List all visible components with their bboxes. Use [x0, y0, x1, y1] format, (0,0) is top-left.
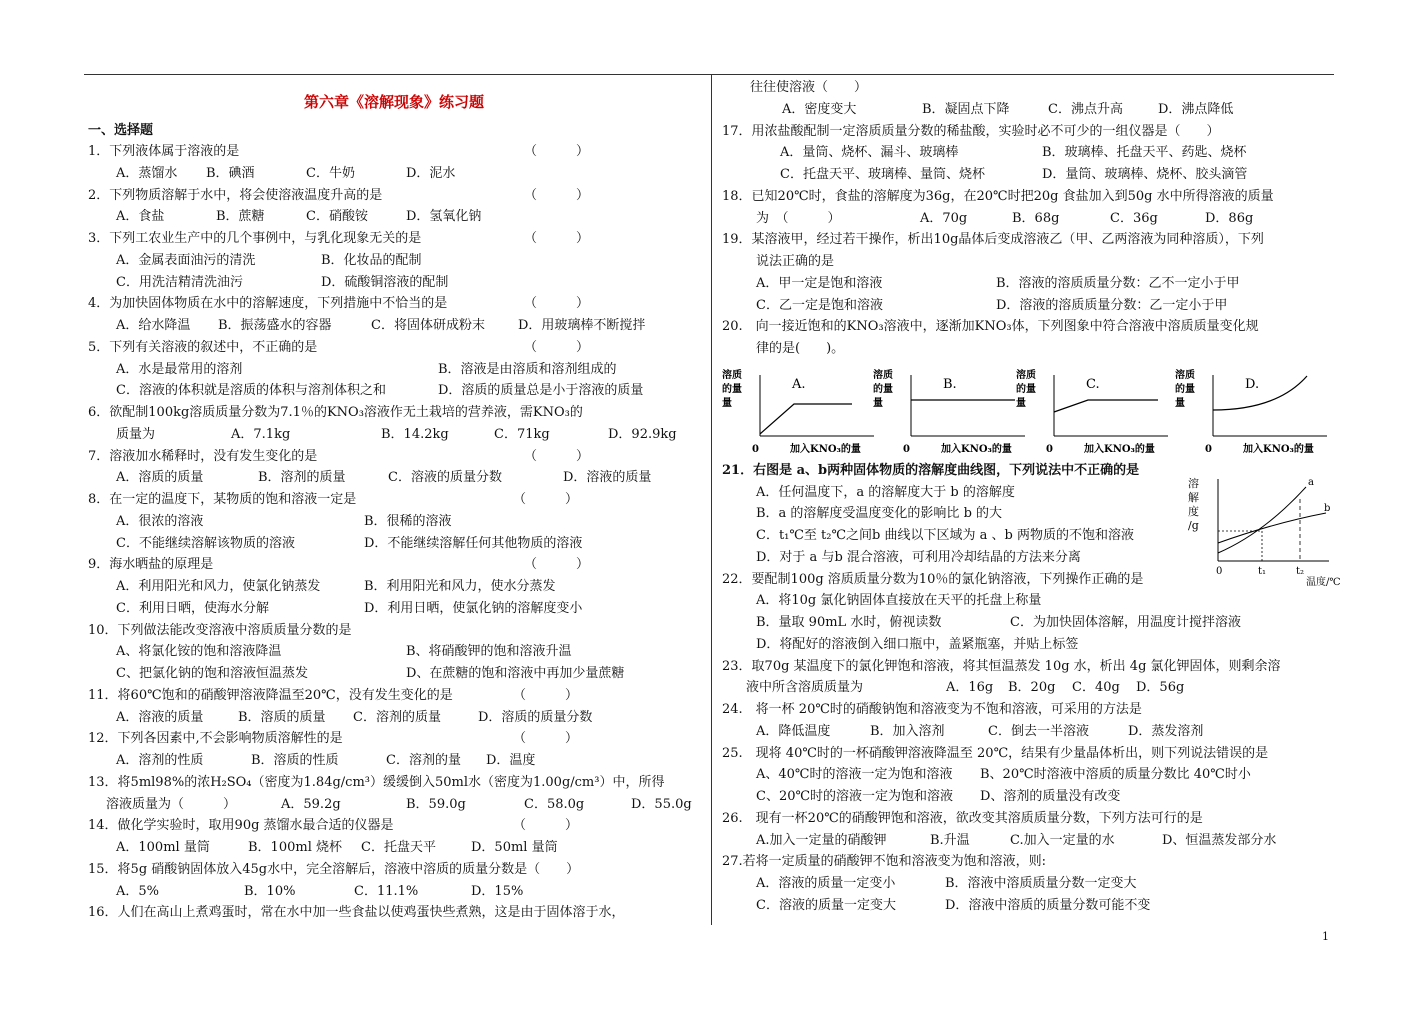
- answer-options: [88, 533, 700, 555]
- graph-ylabel: 溶质: [1175, 369, 1195, 381]
- graph-ylabel: 溶质: [873, 369, 893, 381]
- question-stem: [88, 446, 700, 468]
- option: D．硫酸铜溶液的配制: [321, 274, 449, 290]
- option: 质量为: [116, 426, 156, 442]
- question-text: 14．做化学实验时，取用90g 蒸馏水最合适的仪器是: [88, 818, 394, 834]
- option: C.加入一定量的水: [1010, 832, 1115, 848]
- graph-curve: [1054, 400, 1158, 412]
- option: A．金属表面油污的清洗: [116, 252, 256, 268]
- top-rule: [84, 74, 1334, 75]
- option: D．量筒、玻璃棒、烧杯、胶头滴管: [1042, 167, 1248, 182]
- option: B．加入溶剂: [870, 723, 945, 739]
- option: D．氢氧化钠: [406, 209, 482, 225]
- question-text: 22．要配制100g 溶质质量分数为10％的氯化钠溶液，下列操作正确的是: [722, 571, 1144, 587]
- answer-blank: （ ）: [513, 687, 579, 703]
- option: 液中所含溶质质量为: [746, 680, 864, 696]
- graph-d: [1175, 369, 1342, 460]
- question-text: 1．下列液体属于溶液的是: [88, 144, 240, 159]
- question-text: 25. 现将 40℃时的一杯硝酸钾溶液降温至 20℃，结果有少量晶体析出，则下列说法错误的是: [722, 745, 1269, 761]
- option: B、20℃时溶液中溶质的质量分数比 40℃时小: [980, 767, 1251, 783]
- answer-options: [722, 142, 1334, 164]
- option: B．化妆品的配制: [321, 252, 422, 268]
- question-stem: [88, 902, 700, 924]
- graph-letter: D.: [1245, 376, 1260, 392]
- answer-blank: （ ）: [513, 818, 579, 834]
- answer-blank: （ ）: [524, 339, 590, 355]
- q20-graphs: [722, 360, 1334, 460]
- question-stem: [88, 402, 700, 424]
- sol-ylabel-1: 溶: [1188, 477, 1199, 490]
- option: A．溶剂的性质: [116, 753, 204, 768]
- question-text: 18．已知20℃时，食盐的溶解度为36g，在20℃时把20g 食盐加入到50g 水中所得溶液的质量: [722, 188, 1274, 204]
- sol-t2: t₂: [1296, 566, 1305, 577]
- option: A．溶液的质量: [116, 709, 204, 725]
- option: D．92.9kg: [608, 426, 677, 442]
- graph-a: [722, 369, 889, 460]
- answer-blank: （ ）: [524, 557, 590, 573]
- question-text: 17．用浓盐酸配制一定溶质质量分数的稀盐酸，实验时必不可少的一组仪器是（ ）: [722, 123, 1220, 139]
- solubility-svg: [1184, 471, 1341, 588]
- option: C．托盘天平: [361, 840, 436, 855]
- question-stem: [722, 121, 1334, 143]
- option: D．蒸发溶剂: [1128, 723, 1204, 739]
- option: C．71kg: [494, 426, 550, 442]
- option: D．溶液的质量: [563, 470, 652, 486]
- question-stem: [88, 728, 700, 750]
- graph-ylabel: 量: [1016, 397, 1026, 409]
- graph-curve: [760, 404, 852, 434]
- question-text: 24. 将一杯 20℃时的硝酸钠饱和溶液变为不饱和溶液，可采用的方法是: [722, 702, 1142, 717]
- option: B.升温: [930, 832, 970, 848]
- question-text: 6．欲配制100kg溶质质量分数为7.1％的KNO₃溶液作无土栽培的营养液，需KNO₃的: [88, 405, 583, 420]
- answer-options: [88, 511, 700, 533]
- graph-origin: 0: [1205, 443, 1212, 455]
- answer-options: [88, 359, 700, 381]
- question-stem: [88, 293, 700, 315]
- answer-options: [88, 576, 700, 598]
- answer-options: [88, 467, 700, 489]
- option: A．5%: [116, 883, 160, 899]
- option: 往往使溶液（ ）: [750, 80, 868, 95]
- option: A．水是最常用的溶剂: [116, 361, 243, 377]
- graph-svg: [1016, 369, 1188, 465]
- graph-xlabel: 加入KNO₃的量: [1084, 443, 1155, 455]
- option: C．11.1%: [354, 883, 419, 899]
- option: A、将氯化铵的饱和溶液降温: [116, 644, 282, 660]
- option: A．将10g 氯化钠固体直接放在天平的托盘上称量: [756, 593, 1042, 609]
- graph-svg: [1175, 369, 1347, 465]
- option: A．溶液的质量一定变小: [756, 876, 896, 891]
- question-stem: [88, 337, 700, 359]
- question-text: 8．在一定的温度下，某物质的饱和溶液一定是: [88, 492, 357, 507]
- graph-ylabel: 量: [1175, 397, 1185, 409]
- option: B．玻璃棒、托盘天平、药匙、烧杯: [1042, 145, 1247, 161]
- sol-origin: 0: [1216, 566, 1223, 577]
- option: C．为加快固体溶解，用温度计搅拌溶液: [1010, 615, 1241, 630]
- answer-options: [88, 750, 700, 772]
- option: B．68g: [1012, 210, 1060, 226]
- graph-axes: [760, 375, 874, 436]
- graph-ylabel: 的量: [1175, 383, 1195, 395]
- graph-c: [1016, 369, 1183, 460]
- answer-options: [722, 677, 1334, 699]
- answer-options: [722, 721, 1334, 743]
- option: A．溶质的质量: [116, 470, 204, 486]
- question-text: 12．下列各因素中,不会影响物质溶解性的是: [88, 731, 343, 747]
- answer-options: [88, 598, 700, 620]
- option: B．溶质的性质: [251, 753, 339, 768]
- option: C．牛奶: [306, 165, 355, 181]
- answer-options: [88, 250, 700, 272]
- option: A．量筒、烧杯、漏斗、玻璃棒: [780, 145, 959, 161]
- option: C．不能继续溶解该物质的溶液: [116, 535, 295, 551]
- option: B．20g: [1008, 680, 1056, 696]
- option: A．密度变大: [782, 101, 857, 117]
- sol-ylabel-2: 解: [1188, 491, 1199, 504]
- answer-options: [722, 251, 1334, 273]
- answer-options: [88, 641, 700, 663]
- answer-options: [722, 338, 1334, 360]
- right-questions-top: [722, 77, 1334, 360]
- answer-blank: （ ）: [524, 144, 590, 159]
- sol-ylabel-4: /g: [1188, 519, 1199, 532]
- answer-blank: （ ）: [513, 731, 579, 747]
- answer-blank: （ ）: [524, 187, 590, 203]
- question-text: 11．将60℃饱和的硝酸钾溶液降温至20℃，没有发生变化的是: [88, 687, 453, 703]
- question-text: 20. 向一接近饱和的KNO₃溶液中，逐渐加KNO₃体，下列图象中符合溶液中溶质质量变化规: [722, 319, 1259, 335]
- graph-axes: [1213, 375, 1327, 436]
- option: B．溶质的质量: [238, 709, 326, 725]
- option: B．100ml 烧杯: [248, 840, 342, 855]
- option: D．55.0g: [631, 796, 692, 812]
- graph-letter: A.: [792, 376, 806, 392]
- question-stem: [88, 228, 700, 250]
- question-text: 4．为加快固体物质在水中的溶解速度，下列措施中不恰当的是: [88, 296, 448, 312]
- option: A．给水降温: [116, 318, 191, 333]
- question-text: 13．将5ml98%的浓H₂SO₄（密度为1.84g/cm³）缓缓倒入50ml水（密度为1.00g/cm³）中，所得: [88, 774, 665, 790]
- option: A．100ml 量筒: [116, 840, 210, 855]
- option: D．溶质的质量分数: [478, 709, 593, 725]
- option: C、把氯化钠的饱和溶液恒温蒸发: [116, 666, 308, 681]
- answer-blank: （ ）: [524, 296, 590, 312]
- option: C．40g: [1072, 680, 1120, 696]
- option: D．用玻璃棒不断搅拌: [518, 318, 646, 333]
- answer-blank: （ ）: [524, 231, 590, 246]
- option: B．振荡盛水的容器: [218, 318, 332, 333]
- question-stem: [722, 229, 1334, 251]
- option: D．50ml 量筒: [471, 840, 558, 855]
- option: D．泥水: [406, 165, 456, 181]
- option: D、恒温蒸发部分水: [1162, 832, 1277, 848]
- option: B．很稀的溶液: [364, 513, 452, 529]
- question-text: 27.若将一定质量的硝酸钾不饱和溶液变为饱和溶液，则:: [722, 854, 1047, 870]
- answer-options: [88, 794, 700, 816]
- option: D．利用日晒，使氯化钠的溶解度变小: [364, 600, 583, 616]
- question-text: 5．下列有关溶液的叙述中，不正确的是: [88, 339, 318, 355]
- question-text: 26. 现有一杯20℃的硝酸钾饱和溶液，欲改变其溶质质量分数，下列方法可行的是: [722, 810, 1203, 826]
- answer-options: [722, 764, 1334, 786]
- option: C．溶液的体积就是溶质的体积与溶剂体积之和: [116, 383, 386, 399]
- option: A．蒸馏水: [116, 165, 178, 181]
- question-stem: [722, 316, 1334, 338]
- question-stem: [722, 851, 1334, 873]
- answer-options: [722, 590, 1334, 612]
- option: C．利用日晒，使海水分解: [116, 600, 269, 616]
- option: D．对于 a 与b 混合溶液，可利用冷却结晶的方法来分离: [756, 549, 1081, 565]
- question-text: 15．将5g 硝酸钠固体放入45g水中，完全溶解后，溶液中溶质的质量分数是（ ）: [88, 861, 580, 877]
- answer-options: [722, 99, 1334, 121]
- option: D、在蔗糖的饱和溶液中再加少量蔗糖: [406, 666, 625, 681]
- option: 律的是( )。: [756, 341, 845, 356]
- answer-blank: （ ）: [524, 448, 590, 464]
- graph-axes: [911, 375, 1025, 436]
- answer-options: [88, 206, 700, 228]
- option: C．溶剂的量: [386, 753, 461, 768]
- graph-xlabel: 加入KNO₃的量: [1243, 443, 1314, 455]
- question-stem: [88, 489, 700, 511]
- question-text: 19．某溶液甲，经过若干操作，析出10g晶体后变成溶液乙（甲、乙两溶液为同种溶质），下列: [722, 232, 1264, 248]
- option: C．沸点升高: [1048, 101, 1123, 117]
- graph-letter: C.: [1086, 376, 1100, 392]
- option: 溶液质量为（ ）: [106, 796, 237, 812]
- option: D．温度: [486, 753, 536, 768]
- answer-blank: （ ）: [513, 492, 579, 507]
- question-stem: [88, 859, 700, 881]
- option: C．溶液的质量一定变大: [756, 897, 896, 913]
- answer-options: [722, 208, 1334, 230]
- option: B．利用阳光和风力，使水分蒸发: [364, 579, 556, 594]
- page-number: 1: [1322, 930, 1329, 943]
- option: A．7.1kg: [231, 426, 291, 442]
- question-stem: [88, 772, 700, 794]
- answer-options: [88, 380, 700, 402]
- graph-ylabel: 溶质: [1016, 369, 1036, 381]
- sol-ylabel-3: 度: [1188, 505, 1199, 518]
- question-stem: [722, 699, 1334, 721]
- option: D、溶剂的质量没有改变: [980, 789, 1121, 804]
- option: A．利用阳光和风力，使氯化钠蒸发: [116, 579, 321, 594]
- option: B．量取 90mL 水时，俯视读数: [756, 615, 942, 630]
- option: A．任何温度下，a 的溶解度大于 b 的溶解度: [756, 484, 1015, 500]
- option: D．溶液的溶质质量分数：乙一定小于甲: [996, 297, 1228, 313]
- graph-ylabel: 量: [722, 397, 732, 409]
- question-stem: [88, 685, 700, 707]
- graph-xlabel: 加入KNO₃的量: [941, 443, 1012, 455]
- answer-options: [722, 612, 1334, 634]
- answer-options: [722, 164, 1334, 186]
- question-stem: [88, 620, 700, 642]
- option: B、将硝酸钾的饱和溶液升温: [406, 644, 572, 660]
- option: D．溶液中溶质的质量分数可能不变: [945, 897, 1151, 913]
- question-text: 3．下列工农业生产中的几个事例中，与乳化现象无关的是: [88, 231, 422, 246]
- option: 为 （ ）: [756, 210, 841, 226]
- option: C．将固体研成粉末: [371, 318, 485, 333]
- option: A．70g: [920, 210, 968, 226]
- option: C．托盘天平、玻璃棒、量筒、烧杯: [780, 167, 985, 182]
- option: C．乙一定是饱和溶液: [756, 297, 883, 313]
- option: C．倒去一半溶液: [988, 723, 1089, 739]
- curve-b: [1218, 513, 1326, 543]
- answer-options: [88, 272, 700, 294]
- question-stem: [722, 743, 1334, 765]
- option: A、40℃时的溶液一定为饱和溶液: [756, 767, 953, 783]
- graph-letter: B.: [943, 376, 957, 392]
- graph-ylabel: 的量: [1016, 383, 1036, 395]
- graph-ylabel: 的量: [722, 383, 742, 395]
- question-stem: [88, 141, 700, 163]
- option: D．15%: [471, 883, 524, 899]
- option: B．碘酒: [206, 165, 255, 181]
- left-questions: [88, 141, 700, 924]
- question-stem: [722, 186, 1334, 208]
- question-stem: [88, 185, 700, 207]
- option: A.加入一定量的硝酸钾: [756, 832, 887, 848]
- answer-options: [88, 707, 700, 729]
- option: B．凝固点下降: [922, 101, 1010, 117]
- question-stem: [722, 656, 1334, 678]
- answer-options: [722, 77, 1334, 99]
- answer-options: [722, 634, 1334, 656]
- answer-options: [88, 424, 700, 446]
- option: B．蔗糖: [216, 209, 265, 225]
- option: C．58.0g: [524, 796, 585, 812]
- option: A．16g: [946, 680, 994, 696]
- graph-origin: 0: [752, 443, 759, 455]
- option: B．溶液是由溶质和溶剂组成的: [438, 361, 617, 377]
- question-stem: [722, 808, 1334, 830]
- question-text: 9．海水晒盐的原理是: [88, 557, 214, 573]
- answer-options: [88, 663, 700, 685]
- graph-curve: [1213, 376, 1307, 410]
- option: D．56g: [1136, 680, 1185, 696]
- question-stem: [88, 815, 700, 837]
- option: C．用洗洁精清洗油污: [116, 274, 243, 290]
- graph-origin: 0: [1046, 443, 1053, 455]
- page-title: 第六章《溶解现象》练习题: [303, 93, 484, 111]
- option: B．溶剂的质量: [258, 470, 346, 486]
- graph-ylabel: 溶质: [722, 369, 742, 381]
- option: A．降低温度: [756, 723, 831, 739]
- answer-options: [722, 295, 1334, 317]
- left-column: [88, 77, 700, 924]
- option: C．溶液的质量分数: [388, 470, 502, 486]
- option: B．溶液的溶质质量分数：乙不一定小于甲: [996, 275, 1240, 291]
- question-text: 16．人们在高山上煮鸡蛋时，常在水中加一些食盐以使鸡蛋快些煮熟，这是由于固体溶于水，: [88, 905, 625, 921]
- question-text: 7．溶液加水稀释时，没有发生变化的是: [88, 448, 318, 464]
- option: D．86g: [1205, 210, 1254, 226]
- answer-options: [88, 837, 700, 859]
- question-stem: [88, 554, 700, 576]
- sol-t1: t₁: [1258, 566, 1267, 577]
- option: A．甲一定是饱和溶液: [756, 275, 883, 291]
- solubility-curve-graph: [1184, 471, 1341, 588]
- answer-options: [88, 163, 700, 185]
- option: B．溶液中溶质质量分数一定变大: [945, 876, 1137, 891]
- option: A．很浓的溶液: [116, 513, 204, 529]
- answer-options: [722, 895, 1334, 917]
- question-text: 10．下列做法能改变溶液中溶质质量分数的是: [88, 622, 352, 638]
- answer-options: [722, 786, 1334, 808]
- question-text: 23．取70g 某温度下的氯化钾饱和溶液，将其恒温蒸发 10g 水，析出 4g 氯化钾固体，则剩余溶: [722, 658, 1281, 674]
- option: C．t₁℃至 t₂℃之间b 曲线以下区域为 a 、b 两物质的不饱和溶液: [756, 528, 1134, 543]
- answer-options: [88, 881, 700, 903]
- option: B．59.0g: [406, 796, 466, 812]
- option: D．将配好的溶液倒入细口瓶中，盖紧瓶塞，并贴上标签: [756, 636, 1079, 652]
- option: D．沸点降低: [1158, 101, 1234, 117]
- option: B．14.2kg: [381, 426, 449, 442]
- graph-origin: 0: [903, 443, 910, 455]
- answer-options: [722, 273, 1334, 295]
- answer-options: [88, 315, 700, 337]
- question-text: 2．下列物质溶解于水中，将会使溶液温度升高的是: [88, 187, 383, 203]
- option: B．10%: [244, 883, 296, 899]
- option: C．溶剂的质量: [353, 709, 441, 725]
- option: C．硝酸铵: [306, 209, 368, 225]
- graph-ylabel: 量: [873, 397, 883, 409]
- option: D．不能继续溶解任何其他物质的溶液: [364, 535, 583, 551]
- option: D．溶质的质量总是小于溶液的质量: [438, 383, 644, 399]
- option: 说法正确的是: [756, 254, 835, 269]
- graph-ylabel: 的量: [873, 383, 893, 395]
- option: C、20℃时的溶液一定为饱和溶液: [756, 789, 954, 804]
- sol-curve-a-label: a: [1308, 477, 1314, 488]
- sol-curve-b-label: b: [1324, 503, 1331, 514]
- question-text: 21．右图是 a、b两种固体物质的溶解度曲线图，下列说法中不正确的是: [722, 462, 1140, 478]
- option: C．36g: [1110, 210, 1158, 226]
- sol-xlabel: 温度/℃: [1306, 577, 1341, 588]
- answer-options: [722, 873, 1334, 895]
- column-divider: [711, 75, 712, 925]
- answer-options: [722, 830, 1334, 852]
- section-heading: 一、选择题: [88, 123, 154, 138]
- graph-xlabel: 加入KNO₃的量: [790, 443, 861, 455]
- option: A．食盐: [116, 209, 165, 225]
- option: A．59.2g: [281, 796, 341, 812]
- option: B．a 的溶解度受温度变化的影响比 b 的大: [756, 506, 1003, 522]
